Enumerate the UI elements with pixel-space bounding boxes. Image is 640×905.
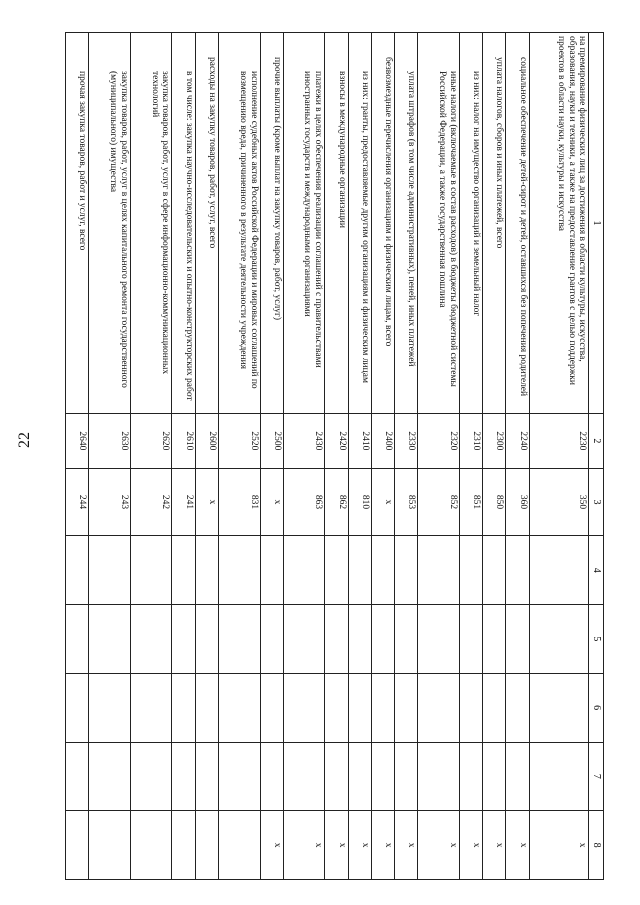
table-row (172, 33, 195, 880)
row-col8: x (459, 811, 482, 880)
row-code: 2620 (130, 414, 172, 469)
table-row (195, 33, 218, 880)
row-kbk: 244 (66, 468, 89, 536)
row-code: 2630 (89, 414, 131, 469)
row-code: 2300 (483, 414, 506, 469)
row-code: 2330 (395, 414, 418, 469)
row-code: 2400 (371, 414, 394, 469)
header-col-5: 5 (589, 605, 604, 674)
table-row (418, 33, 460, 880)
header-col-2: 2 (589, 414, 604, 469)
table-row (325, 33, 348, 880)
row-col8: x (483, 811, 506, 880)
row-code: 2520 (219, 414, 261, 469)
row-kbk: 810 (348, 468, 371, 536)
row-col8: x (260, 811, 283, 880)
table-row (283, 33, 325, 880)
header-col-3: 3 (589, 468, 604, 536)
row-kbk: 831 (219, 468, 261, 536)
row-kbk: x (260, 468, 283, 536)
page-number: 22 (16, 432, 33, 448)
row-kbk: 851 (459, 468, 482, 536)
row-col8 (195, 811, 218, 880)
row-kbk: 243 (89, 468, 131, 536)
table-row (89, 33, 131, 880)
row-code: 2640 (66, 414, 89, 469)
row-name: платежи в целях обеспечения реализации соглашений с правительствами иностранных государств и международными организациями (283, 33, 325, 414)
row-kbk: 862 (325, 468, 348, 536)
table-row (529, 33, 589, 880)
row-name: уплата налогов, сборов и иных платежей, всего (483, 33, 506, 414)
row-code: 2230 (529, 414, 589, 469)
row-name: социальное обеспечение детей-сирот и детей, оставшихся без попечения родителей (506, 33, 529, 414)
row-kbk: x (195, 468, 218, 536)
row-name: в том числе: закупка научно-исследовательских и опытно-конструкторских работ (172, 33, 195, 414)
table-header-row (589, 33, 604, 880)
table-row (348, 33, 371, 880)
row-col8: x (506, 811, 529, 880)
header-col-7: 7 (589, 742, 604, 811)
table-row (459, 33, 482, 880)
row-col8: x (371, 811, 394, 880)
row-kbk: 863 (283, 468, 325, 536)
row-name: прочая закупка товаров, работ и услуг, всего (66, 33, 89, 414)
row-kbk: 850 (483, 468, 506, 536)
row-kbk: 852 (418, 468, 460, 536)
table-row (219, 33, 261, 880)
table-row (371, 33, 394, 880)
table-body (66, 33, 590, 880)
row-col8 (172, 811, 195, 880)
header-col-4: 4 (589, 536, 604, 605)
row-code: 2240 (506, 414, 529, 469)
row-name: прочие выплаты (кроме выплат на закупку товаров, работ, услуг) (260, 33, 283, 414)
row-code: 2320 (418, 414, 460, 469)
row-col8 (130, 811, 172, 880)
row-kbk: x (371, 468, 394, 536)
table-row (506, 33, 529, 880)
row-col8: x (529, 811, 589, 880)
budget-table-container (65, 32, 604, 880)
budget-table (65, 32, 604, 880)
row-name: закупка товаров, работ, услуг в целях капитального ремонта государственного (муниципального) имущества (89, 33, 131, 414)
row-name: уплата штрафов (в том числе административных), пеней, иных платежей (395, 33, 418, 414)
row-kbk: 242 (130, 468, 172, 536)
row-code: 2310 (459, 414, 482, 469)
row-col8: x (325, 811, 348, 880)
row-col8 (219, 811, 261, 880)
row-col8: x (418, 811, 460, 880)
row-code: 2610 (172, 414, 195, 469)
table-row (395, 33, 418, 880)
row-code: 2430 (283, 414, 325, 469)
row-code: 2600 (195, 414, 218, 469)
table-row (260, 33, 283, 880)
table-row (130, 33, 172, 880)
row-name: из них: налог на имущество организаций и земельный налог (459, 33, 482, 414)
row-kbk: 241 (172, 468, 195, 536)
row-name: иные налоги (включаемые в состав расходов) в бюджеты бюджетной системы Российской Федерации, а также государственная пошлина (418, 33, 460, 414)
header-col-1: 1 (589, 33, 604, 414)
row-code: 2410 (348, 414, 371, 469)
row-code: 2420 (325, 414, 348, 469)
row-col8: x (395, 811, 418, 880)
row-name: взносы в международные организации (325, 33, 348, 414)
row-kbk: 853 (395, 468, 418, 536)
row-col8: x (348, 811, 371, 880)
row-code: 2500 (260, 414, 283, 469)
table-row (66, 33, 89, 880)
header-col-6: 6 (589, 673, 604, 742)
row-col8 (89, 811, 131, 880)
row-name: исполнение судебных актов Российской Федерации и мировых соглашений по возмещению вреда, причиненного в результате деятельности учреждения (219, 33, 261, 414)
row-col8 (66, 811, 89, 880)
row-name: из них: гранты, предоставляемые другим организациям и физическим лицам (348, 33, 371, 414)
row-name: закупка товаров, работ, услуг в сфере информационно-коммуникационных технологий (130, 33, 172, 414)
row-col8: x (283, 811, 325, 880)
row-name: расходы на закупку товаров, работ, услуг, всего (195, 33, 218, 414)
table-row (483, 33, 506, 880)
row-name: на премирование физических лиц за достижения в области культуры, искусства, образования, науки и техники, а также на предоставление грантов с целью поддержки проектов в области науки, культуры и искусства (529, 33, 589, 414)
row-kbk: 360 (506, 468, 529, 536)
row-kbk: 350 (529, 468, 589, 536)
row-name: безвозмездные перечисления организациям и физическим лицам, всего (371, 33, 394, 414)
header-col-8: 8 (589, 811, 604, 880)
